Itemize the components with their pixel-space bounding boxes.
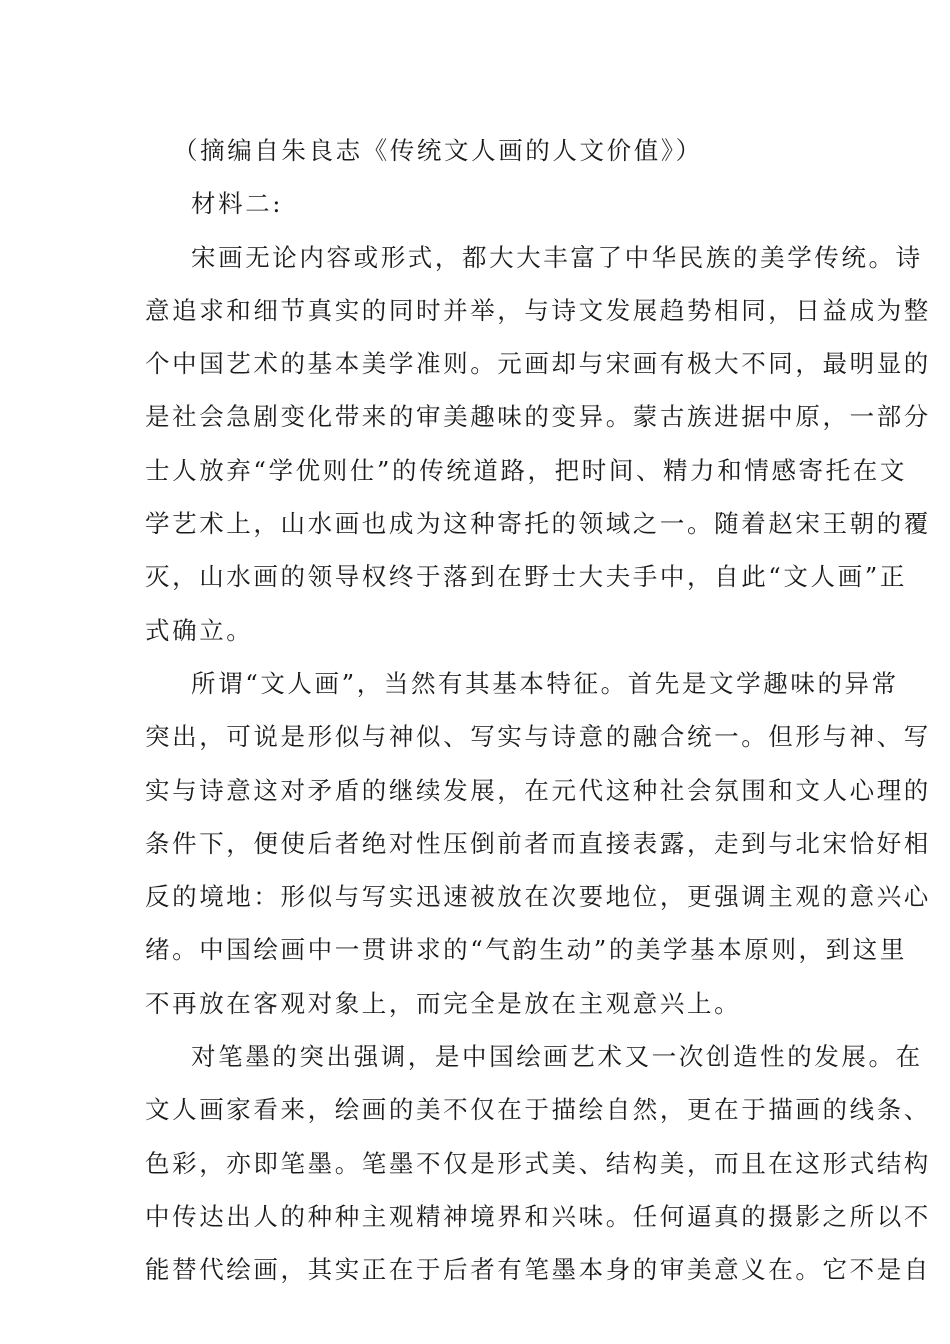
paragraph-2 — [145, 657, 931, 1030]
paragraph-line: 所谓“文人画”，当然有其基本特征。首先是文学趣味的异常 — [191, 668, 899, 698]
paragraph-line: 意追求和细节真实的同时并举，与诗文发展趋势相同，日益成为整 — [145, 295, 931, 325]
paragraph-1 — [145, 231, 931, 657]
paragraph-line: 学艺术上，山水画也成为这种寄托的领域之一。随着赵宋王朝的覆 — [145, 509, 931, 539]
paragraph-line: 色彩，亦即笔墨。笔墨不仅是形式美、结构美，而且在这形式结构 — [145, 1148, 931, 1178]
document-body — [145, 124, 931, 1297]
paragraph-line: 实与诗意这对矛盾的继续发展，在元代这种社会氛围和文人心理的 — [145, 775, 931, 805]
paragraph-line: 绪。中国绘画中一贯讲求的“气韵生动”的美学基本原则，到这里 — [145, 935, 907, 965]
paragraph-line: 文人画家看来，绘画的美不仅在于描绘自然，更在于描画的线条、 — [145, 1095, 931, 1125]
paragraph-line: 反的境地：形似与写实迅速被放在次要地位，更强调主观的意兴心 — [145, 882, 931, 912]
paragraph-line: 突出，可说是形似与神似、写实与诗意的融合统一。但形与神、写 — [145, 722, 931, 752]
paragraph-line: 对笔墨的突出强调，是中国绘画艺术又一次创造性的发展。在 — [191, 1042, 923, 1072]
paragraph-line: 不再放在客观对象上，而完全是放在主观意兴上。 — [145, 988, 742, 1018]
paragraph-3 — [145, 1030, 931, 1296]
paragraph-line: 灭，山水画的领导权终于落到在野士大夫手中，自此“文人画”正 — [145, 562, 907, 592]
paragraph-line: 士人放弃“学优则仕”的传统道路，把时间、精力和情感寄托在文 — [145, 455, 907, 485]
paragraph-line: 式确立。 — [145, 615, 254, 645]
paragraph-line: 能替代绘画，其实正在于后者有笔墨本身的审美意义在。它不是自 — [145, 1255, 931, 1285]
source-citation: （摘编自朱良志《传统文人画的人文价值》） — [173, 136, 703, 165]
paragraph-line: 中传达出人的种种主观精神境界和兴味。任何逼真的摄影之所以不 — [145, 1201, 931, 1231]
paragraph-line: 是社会急剧变化带来的审美趣味的变异。蒙古族进据中原，一部分 — [145, 402, 931, 432]
paragraph-line: 个中国艺术的基本美学准则。元画却与宋画有极大不同，最明显的 — [145, 349, 931, 379]
section-label: 材料二: — [191, 189, 284, 219]
paragraph-line: 条件下，便使后者绝对性压倒前者而直接表露，走到与北宋恰好相 — [145, 828, 931, 858]
paragraph-line: 宋画无论内容或形式，都大大丰富了中华民族的美学传统。诗 — [191, 242, 923, 272]
